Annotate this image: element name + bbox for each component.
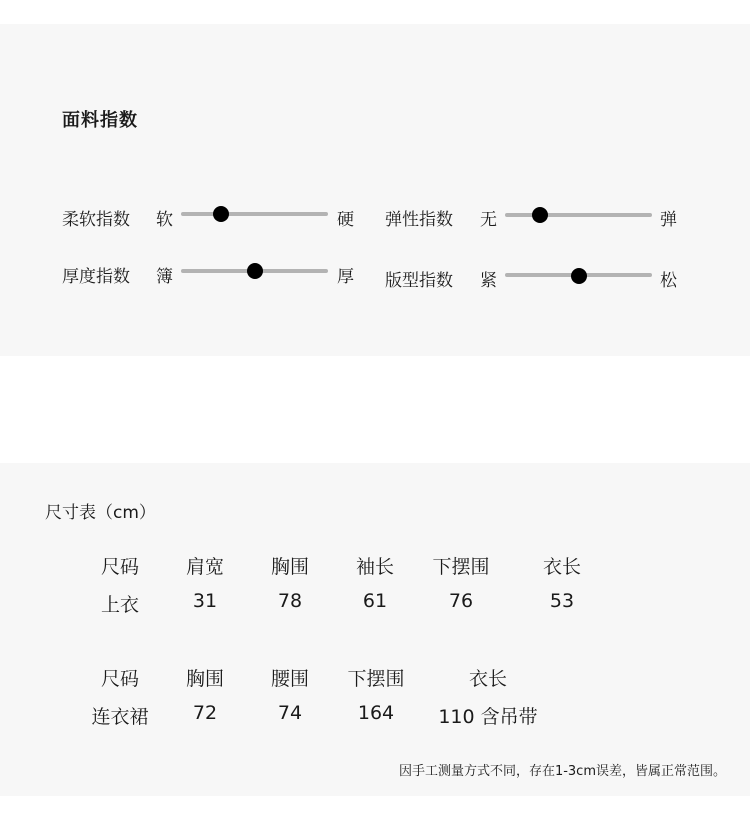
dress-table-header: 腰围 xyxy=(270,668,310,690)
elasticity-min-label: 无 xyxy=(480,210,497,230)
top-table-cell: 上衣 xyxy=(100,594,140,616)
fit-max-label: 松 xyxy=(660,271,677,291)
top-table-cell: 53 xyxy=(549,590,575,612)
size-chart-title: 尺寸表（cm） xyxy=(45,503,156,523)
softness-index-label: 柔软指数 xyxy=(62,210,130,230)
top-table-cell: 31 xyxy=(192,590,218,612)
top-table-header: 衣长 xyxy=(542,556,582,578)
thickness-min-label: 簿 xyxy=(156,267,173,287)
thickness-index-label: 厚度指数 xyxy=(62,267,130,287)
dress-table-header: 下摆围 xyxy=(347,668,405,690)
dress-table-header: 尺码 xyxy=(100,668,140,690)
dress-table-header: 衣长 xyxy=(468,668,508,690)
softness-max-label: 硬 xyxy=(337,210,354,230)
elasticity-slider-track[interactable] xyxy=(505,213,652,217)
dress-table-cell: 72 xyxy=(192,702,218,724)
dress-table-cell: 164 xyxy=(357,702,395,724)
dress-table-cell: 110 含吊带 xyxy=(438,706,538,728)
top-table-header: 下摆围 xyxy=(432,556,490,578)
top-table-header: 尺码 xyxy=(100,556,140,578)
fabric-index-panel xyxy=(0,24,750,356)
softness-slider-knob[interactable] xyxy=(213,206,229,222)
dress-table-cell: 74 xyxy=(277,702,303,724)
measurement-note: 因手工测量方式不同，存在1-3cm误差，皆属正常范围。 xyxy=(398,764,726,779)
elasticity-max-label: 弹 xyxy=(660,210,677,230)
fit-index-label: 版型指数 xyxy=(385,271,453,291)
top-table-cell: 61 xyxy=(362,590,388,612)
fit-slider-knob[interactable] xyxy=(571,268,587,284)
thickness-max-label: 厚 xyxy=(337,267,354,287)
top-table-cell: 76 xyxy=(448,590,474,612)
dress-table-cell: 连衣裙 xyxy=(91,706,149,728)
softness-slider-track[interactable] xyxy=(181,212,328,216)
top-table-header: 袖长 xyxy=(355,556,395,578)
dress-table-header: 胸围 xyxy=(185,668,225,690)
elasticity-index-label: 弹性指数 xyxy=(385,210,453,230)
fabric-index-title: 面料指数 xyxy=(62,110,138,131)
top-table-header: 肩宽 xyxy=(185,556,225,578)
fit-min-label: 紧 xyxy=(480,271,497,291)
top-table-cell: 78 xyxy=(277,590,303,612)
softness-min-label: 软 xyxy=(156,210,173,230)
top-table-header: 胸围 xyxy=(270,556,310,578)
thickness-slider-knob[interactable] xyxy=(247,263,263,279)
